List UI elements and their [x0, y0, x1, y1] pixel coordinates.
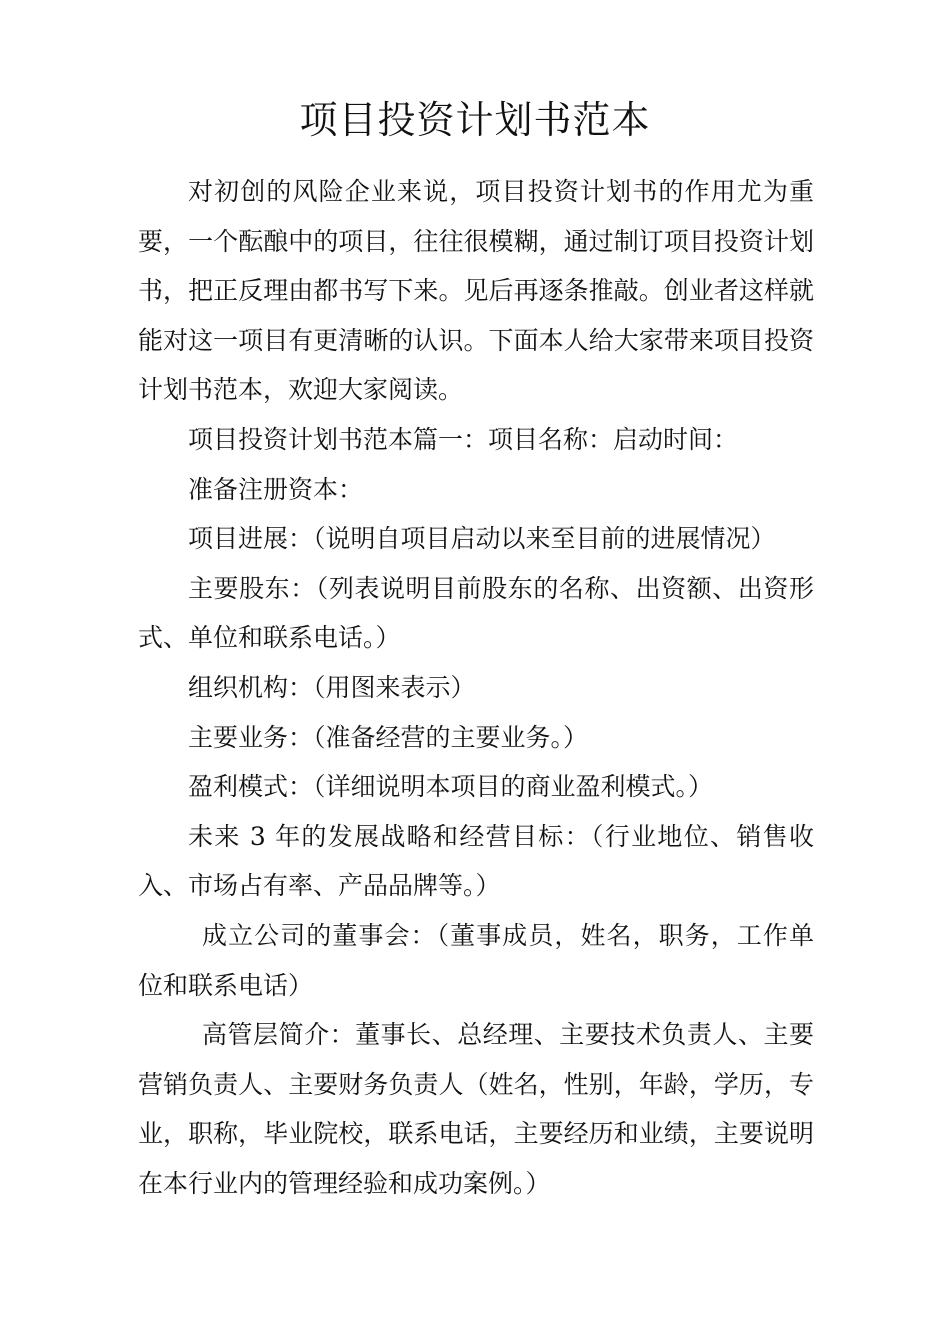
paragraph-registered-capital: 准备注册资本：: [188, 474, 364, 504]
document-body: [138, 167, 814, 1208]
paragraph-strategy-goals: 未来 3 年的发展战略和经营目标：（行业地位、销售收入、市场占有率、产品品牌等。）: [138, 821, 814, 901]
paragraph-management-profile: 高管层简介：董事长、总经理、主要技术负责人、主要营销负责人、主要财务负责人（姓名，性别，年龄，学历，专业，职称，毕业院校，联系电话，主要经历和业绩，主要说明在本行业内的管理经验和成功案例。）: [138, 1020, 814, 1198]
paragraph-intro: 对初创的风险企业来说，项目投资计划书的作用尤为重要，一个酝酿中的项目，往往很模糊，通过制订项目投资计划书，把正反理由都书写下来。见后再逐条推敲。创业者这样就能对这一项目有更清晰的认识。下面本人给大家带来项目投资计划书范本，欢迎大家阅读。: [138, 177, 814, 405]
document-title: 项目投资计划书范本: [299, 98, 651, 142]
paragraph-main-business: 主要业务：（准备经营的主要业务。）: [188, 722, 589, 752]
paragraph-project-name: 项目投资计划书范本篇一：项目名称：启动时间：: [188, 424, 739, 454]
paragraph-main-shareholders: 主要股东：（列表说明目前股东的名称、出资额、出资形式、单位和联系电话。）: [138, 573, 814, 653]
paragraph-organization: 组织机构：（用图来表示）: [188, 672, 476, 702]
paragraph-board-of-directors: 成立公司的董事会：（董事成员，姓名，职务，工作单位和联系电话）: [138, 920, 814, 1000]
paragraph-profit-model: 盈利模式：（详细说明本项目的商业盈利模式。）: [188, 772, 714, 802]
paragraph-project-progress: 项目进展：（说明自项目启动以来至目前的进展情况）: [188, 524, 776, 554]
